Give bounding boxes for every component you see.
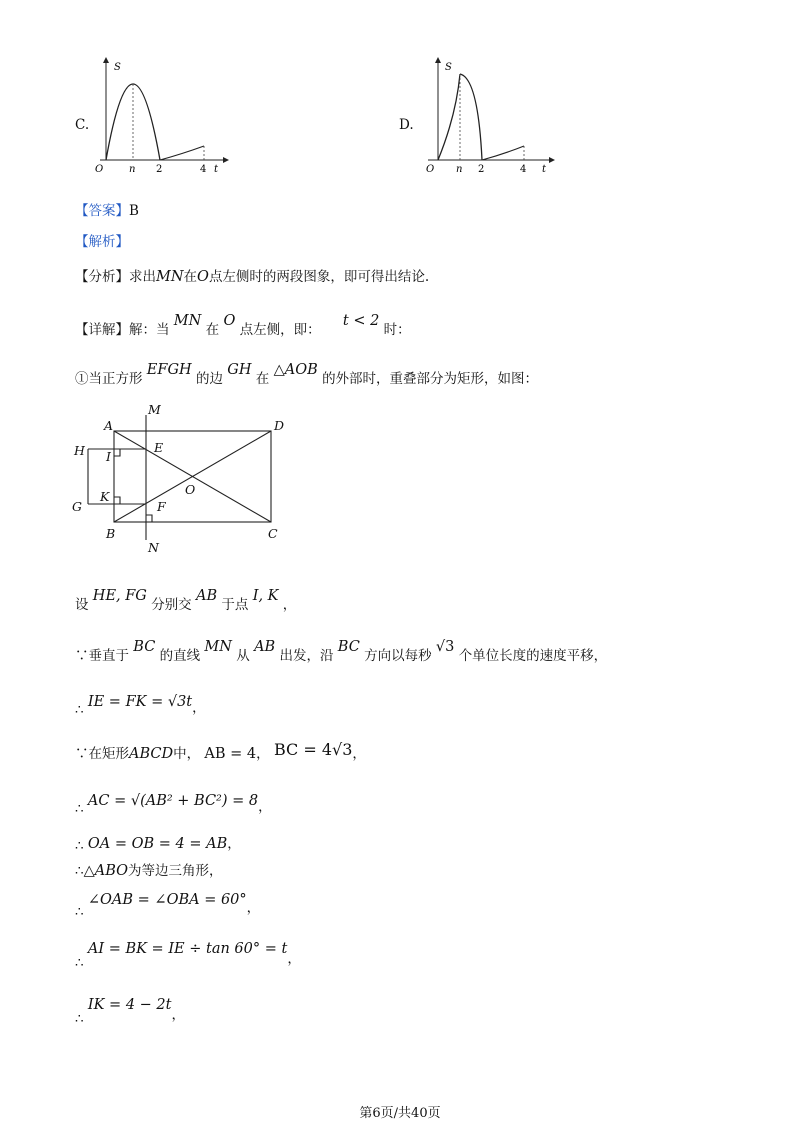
tick-4: 4 bbox=[200, 164, 207, 175]
math: BC = 4√3 bbox=[273, 740, 353, 759]
curve-fall bbox=[460, 74, 482, 160]
math: IE = FK = √3t bbox=[87, 694, 193, 710]
right-angle-n bbox=[146, 515, 152, 522]
t-label: t bbox=[542, 164, 547, 175]
s-label: S bbox=[114, 62, 121, 73]
text: ， bbox=[227, 836, 241, 852]
text: 的直线 bbox=[159, 648, 201, 664]
text: 方向以每秒 bbox=[364, 648, 432, 664]
origin-label: O bbox=[95, 164, 104, 175]
text: 中， bbox=[173, 746, 201, 762]
text: ， bbox=[258, 799, 272, 815]
line-2 bbox=[75, 639, 608, 664]
n-label: n bbox=[456, 164, 463, 175]
math: AC = √(AB² + BC²) = 8 bbox=[87, 793, 259, 809]
line-5 bbox=[75, 789, 272, 817]
math: BC bbox=[337, 639, 360, 655]
tick-4: 4 bbox=[520, 164, 527, 175]
text: 点左侧时的两段图象，即可得出结论. bbox=[208, 269, 430, 285]
math: ∠OAB = ∠OBA = 60° bbox=[87, 892, 247, 908]
rectangle-figure bbox=[68, 400, 298, 560]
option-d-label: D. bbox=[399, 117, 414, 133]
fenxi-tag: 【分析】 bbox=[75, 269, 129, 285]
option-c-label: C. bbox=[75, 117, 90, 133]
therefore-symbol: ∴ bbox=[75, 838, 84, 854]
page-footer: 第6页/共40页 bbox=[359, 1106, 441, 1121]
origin-label: O bbox=[426, 164, 435, 175]
label-i: I bbox=[106, 449, 111, 464]
answer-value: B bbox=[129, 203, 139, 219]
text: 时： bbox=[383, 322, 411, 338]
therefore-symbol: ∴ bbox=[75, 955, 84, 971]
text: 从 bbox=[236, 648, 250, 664]
fenxi-line bbox=[75, 265, 429, 285]
therefore-symbol: ∴ bbox=[75, 1011, 84, 1027]
text: 设 bbox=[75, 597, 89, 613]
n-label: n bbox=[129, 164, 136, 175]
line-8 bbox=[75, 888, 261, 920]
because-symbol: ∵ bbox=[75, 648, 89, 664]
math: t < 2 bbox=[342, 313, 380, 329]
text: ， bbox=[192, 700, 206, 716]
text: 的边 bbox=[195, 371, 223, 387]
right-angle-k bbox=[114, 497, 120, 504]
text: 个单位长度的速度平移， bbox=[458, 648, 608, 664]
line-3 bbox=[75, 690, 206, 718]
math: △ABO bbox=[83, 863, 129, 879]
label-g: G bbox=[72, 499, 82, 514]
line-6 bbox=[75, 832, 241, 852]
line-1 bbox=[75, 588, 297, 613]
therefore-symbol: ∴ bbox=[75, 863, 84, 879]
math: △AOB bbox=[273, 362, 318, 378]
math: GH bbox=[227, 362, 252, 378]
text: ， bbox=[352, 746, 366, 762]
text: 解：当 bbox=[129, 322, 170, 338]
curve-rise bbox=[438, 74, 460, 160]
math: I, K bbox=[252, 588, 279, 604]
analysis-tag: 【解析】 bbox=[75, 234, 129, 250]
text: 在 bbox=[255, 371, 270, 387]
math: OA = OB = 4 = AB bbox=[87, 836, 228, 852]
label-d: D bbox=[274, 418, 285, 433]
math: MN bbox=[204, 639, 232, 655]
line-10 bbox=[75, 993, 185, 1027]
math: AB = 4 bbox=[204, 746, 257, 762]
math: MN bbox=[156, 269, 184, 285]
therefore-symbol: ∴ bbox=[75, 904, 84, 920]
text: ①当正方形 bbox=[75, 371, 143, 387]
label-n: N bbox=[148, 540, 159, 555]
label-h: H bbox=[74, 443, 85, 458]
math: O bbox=[223, 313, 236, 329]
text: 求出 bbox=[129, 269, 156, 285]
answer-line bbox=[75, 199, 139, 219]
math: IK = 4 − 2t bbox=[87, 997, 172, 1013]
answer-tag: 【答案】 bbox=[75, 203, 129, 219]
because-symbol: ∵ bbox=[75, 746, 89, 762]
option-d-graph bbox=[418, 56, 558, 176]
xiangjie-line bbox=[75, 313, 411, 338]
s-label: S bbox=[445, 62, 452, 73]
label-o: O bbox=[185, 482, 196, 497]
text: ， bbox=[282, 597, 297, 613]
tick-2: 2 bbox=[478, 164, 485, 175]
text: 在 bbox=[205, 322, 220, 338]
line-4 bbox=[75, 742, 366, 762]
text: 出发，沿 bbox=[279, 648, 334, 664]
math: ABCD bbox=[129, 746, 174, 762]
right-angle-i bbox=[114, 449, 120, 456]
text: 点左侧，即： bbox=[239, 322, 321, 338]
case1-line bbox=[75, 362, 539, 387]
label-f: F bbox=[157, 499, 166, 514]
label-m: M bbox=[148, 402, 161, 417]
math: EFGH bbox=[146, 362, 192, 378]
text: ， bbox=[256, 746, 270, 762]
therefore-symbol: ∴ bbox=[75, 702, 84, 718]
text: 于点 bbox=[221, 597, 249, 613]
therefore-symbol: ∴ bbox=[75, 801, 84, 817]
math: AI = BK = IE ÷ tan 60° = t bbox=[87, 941, 288, 957]
math: MN bbox=[173, 313, 202, 329]
text: 的外部时，重叠部分为矩形，如图： bbox=[322, 371, 539, 387]
text: ， bbox=[171, 1007, 185, 1023]
math: O bbox=[197, 269, 209, 285]
text: ， bbox=[246, 900, 261, 916]
text: 分别交 bbox=[151, 597, 192, 613]
curve-tail bbox=[160, 146, 204, 160]
math: AB bbox=[254, 639, 276, 655]
math: AB bbox=[195, 588, 218, 604]
text: ， bbox=[287, 951, 301, 967]
label-b: B bbox=[106, 526, 116, 541]
label-c: C bbox=[268, 526, 278, 541]
text: 在 bbox=[183, 269, 198, 285]
label-k: K bbox=[100, 489, 110, 504]
line-7 bbox=[75, 859, 223, 879]
label-a: A bbox=[104, 418, 114, 433]
t-label: t bbox=[214, 164, 219, 175]
line-9 bbox=[75, 937, 301, 971]
math: HE, FG bbox=[92, 588, 147, 604]
text: 在矩形 bbox=[88, 746, 129, 762]
option-c-graph bbox=[92, 56, 232, 176]
label-e: E bbox=[154, 440, 164, 455]
tick-2: 2 bbox=[156, 164, 163, 175]
text: 为等边三角形， bbox=[128, 863, 223, 879]
text: 垂直于 bbox=[88, 648, 129, 664]
math: √3 bbox=[435, 639, 455, 655]
math: BC bbox=[133, 639, 156, 655]
xiangjie-tag: 【详解】 bbox=[75, 322, 129, 338]
curve-tail bbox=[482, 146, 524, 160]
